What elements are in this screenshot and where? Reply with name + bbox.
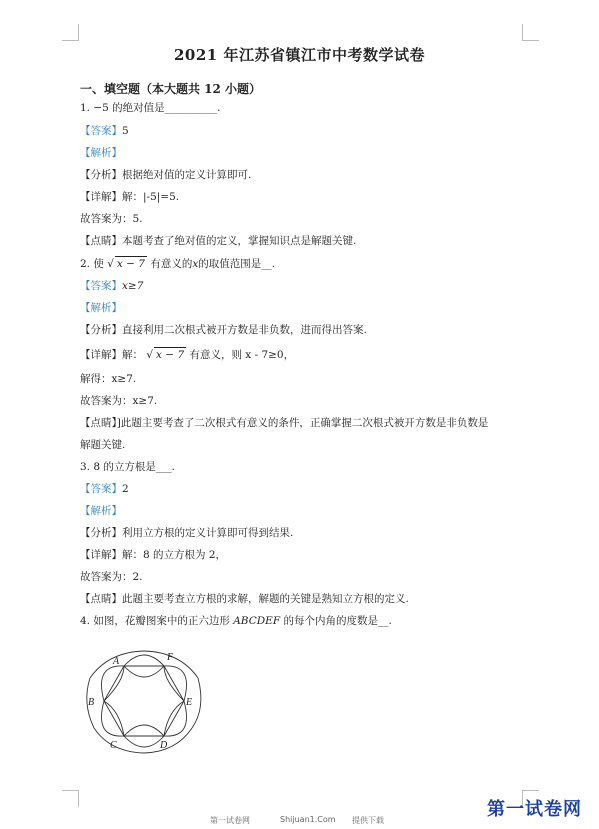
detail-post: 有意义，则 x - 7≥0， [189,349,295,361]
q2-question-post: 有意义的 [150,258,193,270]
fenxi-text: 利用立方根的定义计算即可得到结果. [122,527,294,539]
page-title: 2021 年江苏省镇江市中考数学试卷 [174,46,425,64]
q1-answer [80,124,129,138]
vertex-label-e: E [186,697,193,708]
footer-site-name: 第一试卷网 [210,816,250,825]
vertex-label-f: F [167,652,174,663]
q1-fenxi [80,168,251,182]
q1-analysis-tag: 【解析】 [80,147,122,159]
q4-question-post: 的每个内角的度数是__. [283,615,392,627]
comment-text: ]此题主要考查了二次根式有意义的条件，正确掌握二次根式被开方数是非负数是 [116,417,489,429]
q2-analysis-tag: 【解析】 [80,302,122,314]
fenxi-text: 根据绝对值的定义计算即可. [122,169,252,181]
footer-download: 提供下载 [352,816,384,825]
section-heading: 一、填空题（本大题共 12 小题） [80,82,262,96]
vertex-label-d: D [160,740,168,751]
detail-text: 解：8 的立方根为 2， [122,549,227,561]
q4-question-pre: 4. 如图，花瓣图案中的正六边形 [80,615,230,627]
answer-tag: 【答案】 [80,280,122,292]
radicand: x − 7 [156,349,185,361]
q1-conclusion: 故答案为：5. [80,213,143,225]
q3-conclusion: 故答案为：2. [80,571,143,583]
q2-conclusion: 故答案为：x≥7. [80,395,158,407]
comment-tag: 【点睛】 [80,593,122,605]
q3-comment [80,592,409,606]
q2-question-var: x [192,258,199,270]
brand-logo: 第一试卷网 [487,799,582,820]
q2-solve: 解得：x≥7. [80,373,137,385]
detail-tag: 【详解】 [80,549,122,561]
hexagon [104,666,184,736]
q2-comment-cont: 解题关键. [80,439,126,451]
crop-mark-top-left [62,24,79,41]
q2-question-pre: 2. 使 [80,258,104,270]
crop-mark-bottom-left [62,790,79,807]
detail-text: 解：|-5|=5. [122,191,180,203]
q2-fenxi [80,323,367,337]
outer-arc-bottom-right [144,728,192,753]
q1-detail [80,190,179,204]
q4-question [80,614,392,628]
q2-comment [80,416,488,430]
comment-text: 此题主要考查立方根的求解，解题的关键是熟知立方根的定义. [122,593,409,605]
answer-value: x≥7 [122,280,144,292]
q2-answer [80,279,143,293]
fenxi-tag: 【分析】 [80,324,122,336]
detail-pre: 解： [122,349,143,361]
q2-question-end: 的取值范围是__. [198,258,276,270]
q1-comment [80,234,356,248]
q1-question: 1. −5 的绝对值是__________. [80,102,221,114]
comment-tag: 【点睛】 [80,417,117,429]
q3-question: 3. 8 的立方根是___. [80,461,175,473]
radical-sign: √ [107,258,114,270]
fenxi-text: 直接利用二次根式被开方数是非负数，进而得出答案. [122,324,367,336]
q2-question [80,256,275,271]
radicand: x − 7 [116,258,145,270]
q3-detail [80,548,226,562]
detail-tag: 【详解】 [80,191,122,203]
vertex-label-a: A [113,656,120,667]
answer-tag: 【答案】 [80,125,122,137]
hexagon-flower-figure [80,648,208,756]
comment-tag: 【点睛】 [80,235,122,247]
crop-mark-top-right [522,24,539,41]
radical-sign: √ [146,349,154,361]
comment-text: 本题考查了绝对值的定义，掌握知识点是解题关键. [122,235,357,247]
answer-value: 2 [122,483,129,495]
q3-analysis-tag: 【解析】 [80,505,122,517]
fenxi-tag: 【分析】 [80,169,122,181]
footer-domain[interactable]: Shijuan1.Com [280,815,336,824]
vertex-label-c: C [110,740,117,751]
detail-tag: 【详解】 [80,349,122,361]
answer-tag: 【答案】 [80,483,122,495]
q2-detail [80,347,294,362]
fenxi-tag: 【分析】 [80,527,122,539]
q3-fenxi [80,526,293,540]
q4-question-var: ABCDEF [233,615,281,627]
q3-answer [80,482,129,496]
outer-arc-bottom-left [94,728,144,753]
outer-arc-right [192,678,201,728]
answer-value: 5 [122,125,129,137]
vertex-label-b: B [88,697,95,708]
